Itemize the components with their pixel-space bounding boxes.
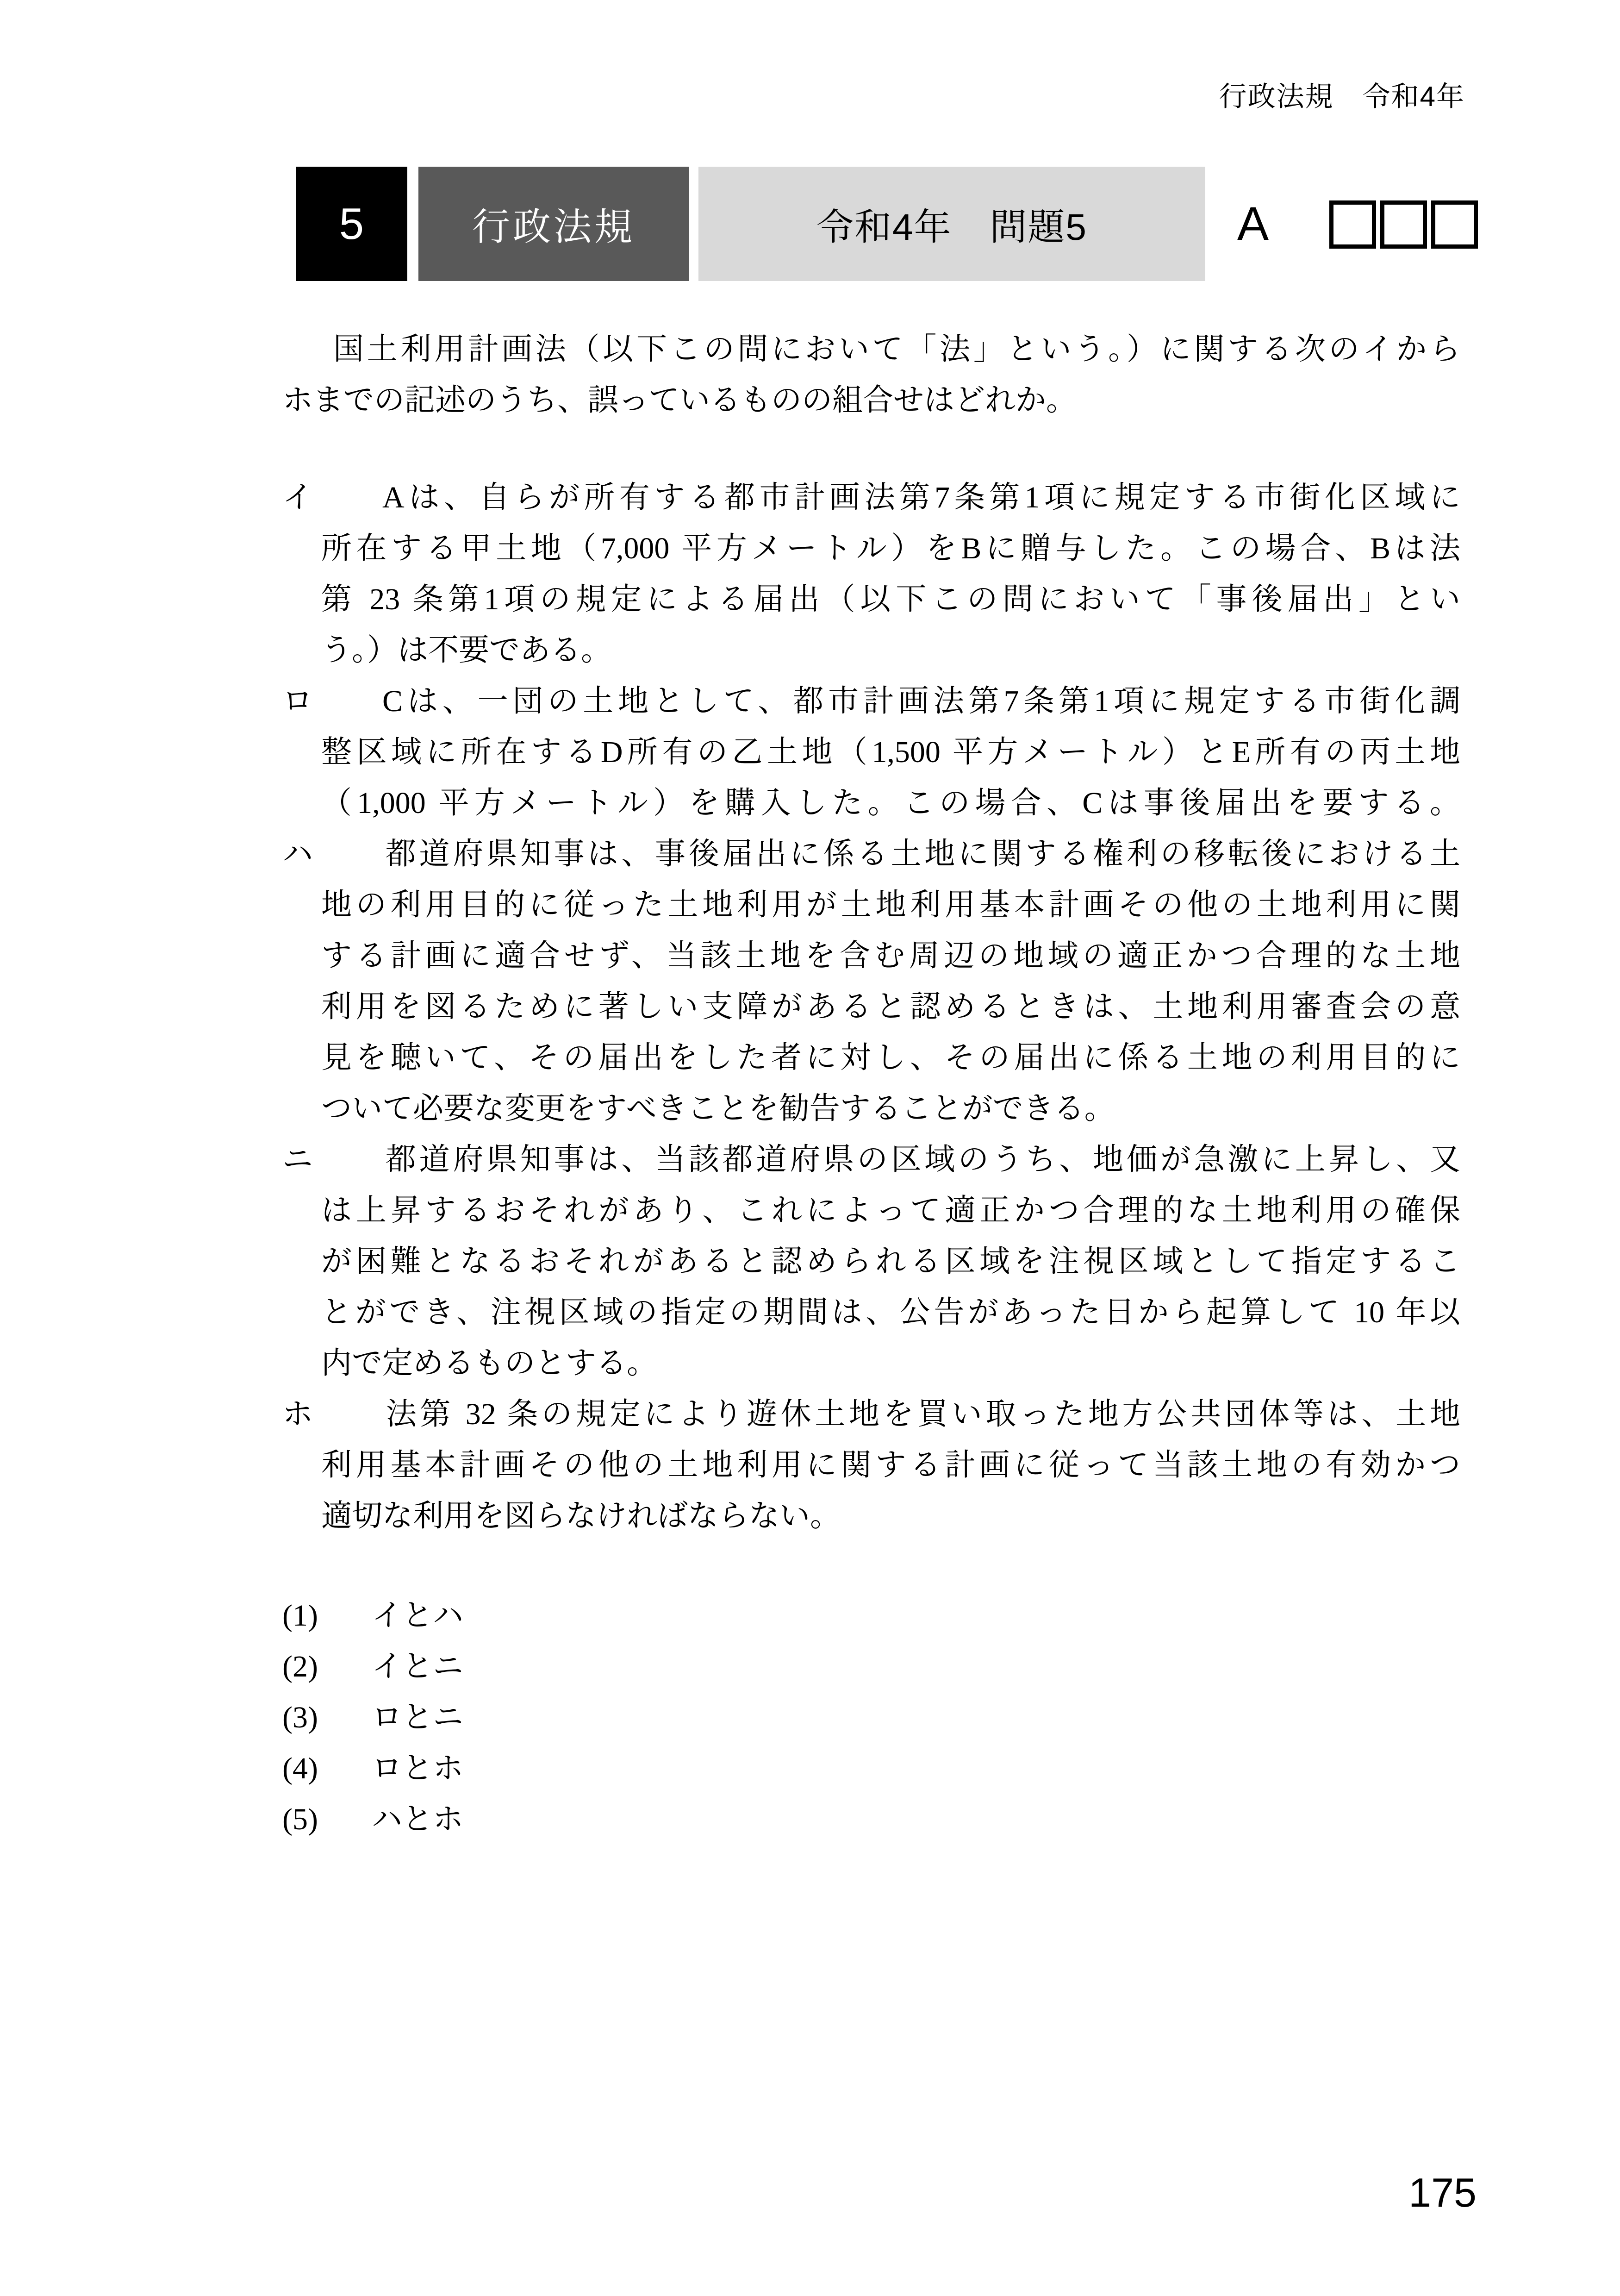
item-label: ハ [282, 837, 313, 871]
intro-line: 国土利用計画法（以下この問において「法」という。）に関する次のイから [333, 332, 1460, 366]
choice-text: イとニ [372, 1650, 463, 1683]
choice-number: (1) [282, 1599, 318, 1633]
running-header: 行政法規 令和4年 [1219, 81, 1465, 112]
choice-number: (2) [282, 1650, 318, 1683]
item-line: する計画に適合せず、当該土地を含む周辺の地域の適正かつ合理的な土地 [321, 939, 1460, 973]
item-label: ニ [282, 1143, 313, 1176]
item-line: ニ 都道府県知事は、当該都道府県の区域のうち、地価が急激に上昇し、又 [282, 1134, 1460, 1185]
choice-item [282, 1590, 1460, 1641]
subject-box: 行政法規 [418, 167, 689, 281]
item-line: 所在する甲土地（7,000 平方メートル）をBに贈与した。この場合、Bは法 [321, 532, 1460, 565]
statement-item [282, 829, 1460, 1134]
item-line: とができ、注視区域の指定の期間は、公告があった日から起算して 10 年以 [321, 1295, 1460, 1329]
item-line: ハ 都道府県知事は、事後届出に係る土地に関する権利の移転後における土 [282, 829, 1460, 880]
item-label: イ [282, 481, 313, 514]
statement-list [282, 472, 1460, 1542]
item-line: 地の利用目的に従った土地利用が土地利用基本計画その他の土地利用に関 [321, 888, 1460, 922]
item-line: イ Aは、自らが所有する都市計画法第7条第1項に規定する市街化区域に [282, 472, 1460, 523]
choice-text: ロとニ [372, 1701, 463, 1734]
item-line: 第 23 条第1項の規定による届出（以下この問において「事後届出」とい [321, 582, 1460, 616]
answer-checkbox-group [1329, 200, 1478, 249]
choice-item [282, 1692, 1460, 1743]
item-line: ホ 法第 32 条の規定により遊休土地を買い取った地方公共団体等は、土地 [282, 1389, 1460, 1440]
choice-list [282, 1590, 1460, 1845]
item-line: ロ Cは、一団の土地として、都市計画法第7条第1項に規定する市街化調 [282, 676, 1460, 727]
choice-text: ロとホ [372, 1752, 463, 1785]
exam-title-box: 令和4年 問題5 [698, 167, 1205, 281]
choice-item [282, 1641, 1460, 1692]
question-header-band [296, 167, 1573, 281]
choice-item [282, 1743, 1460, 1794]
item-line: 内で定めるものとする。 [321, 1346, 657, 1380]
item-line: う。）は不要である。 [321, 633, 611, 667]
statement-item [282, 1134, 1460, 1389]
item-line: 利用を図るために著しい支障があると認めるときは、土地利用審査会の意 [321, 990, 1460, 1024]
answer-checkbox [1380, 200, 1427, 249]
item-line: 適切な利用を図らなければならない。 [321, 1499, 841, 1533]
item-line: は上昇するおそれがあり、これによって適正かつ合理的な土地利用の確保 [321, 1194, 1460, 1227]
page-number: 175 [1408, 2170, 1477, 2215]
problem-number-box: 5 [296, 167, 407, 281]
statement-item [282, 472, 1460, 676]
question-intro [282, 324, 1460, 426]
choice-number: (5) [282, 1802, 318, 1836]
choice-text: イとハ [372, 1599, 463, 1633]
item-label: ホ [282, 1397, 313, 1431]
statement-item [282, 1389, 1460, 1542]
item-line: が困難となるおそれがあると認められる区域を注視区域として指定するこ [321, 1245, 1460, 1278]
choice-item [282, 1794, 1460, 1845]
statement-item [282, 676, 1460, 829]
choice-text: ハとホ [372, 1802, 463, 1836]
item-line: ついて必要な変更をすべきことを勧告することができる。 [321, 1092, 1115, 1126]
choice-number: (3) [282, 1701, 318, 1734]
choice-number: (4) [282, 1752, 318, 1785]
item-line: （1,000 平方メートル）を購入した。この場合、Cは事後届出を要する。 [321, 786, 1460, 820]
intro-line: ホまでの記述のうち、誤っているものの組合せはどれか。 [282, 383, 1077, 417]
difficulty-grade-label: A [1237, 197, 1269, 250]
item-line: 整区域に所在するD所有の乙土地（1,500 平方メートル）とE所有の丙土地 [321, 735, 1460, 769]
answer-checkbox [1329, 200, 1376, 249]
item-label: ロ [282, 684, 313, 718]
item-line: 利用基本計画その他の土地利用に関する計画に従って当該土地の有効かつ [321, 1448, 1460, 1482]
answer-checkbox [1431, 200, 1478, 249]
item-line: 見を聴いて、その届出をした者に対し、その届出に係る土地の利用目的に [321, 1041, 1460, 1075]
